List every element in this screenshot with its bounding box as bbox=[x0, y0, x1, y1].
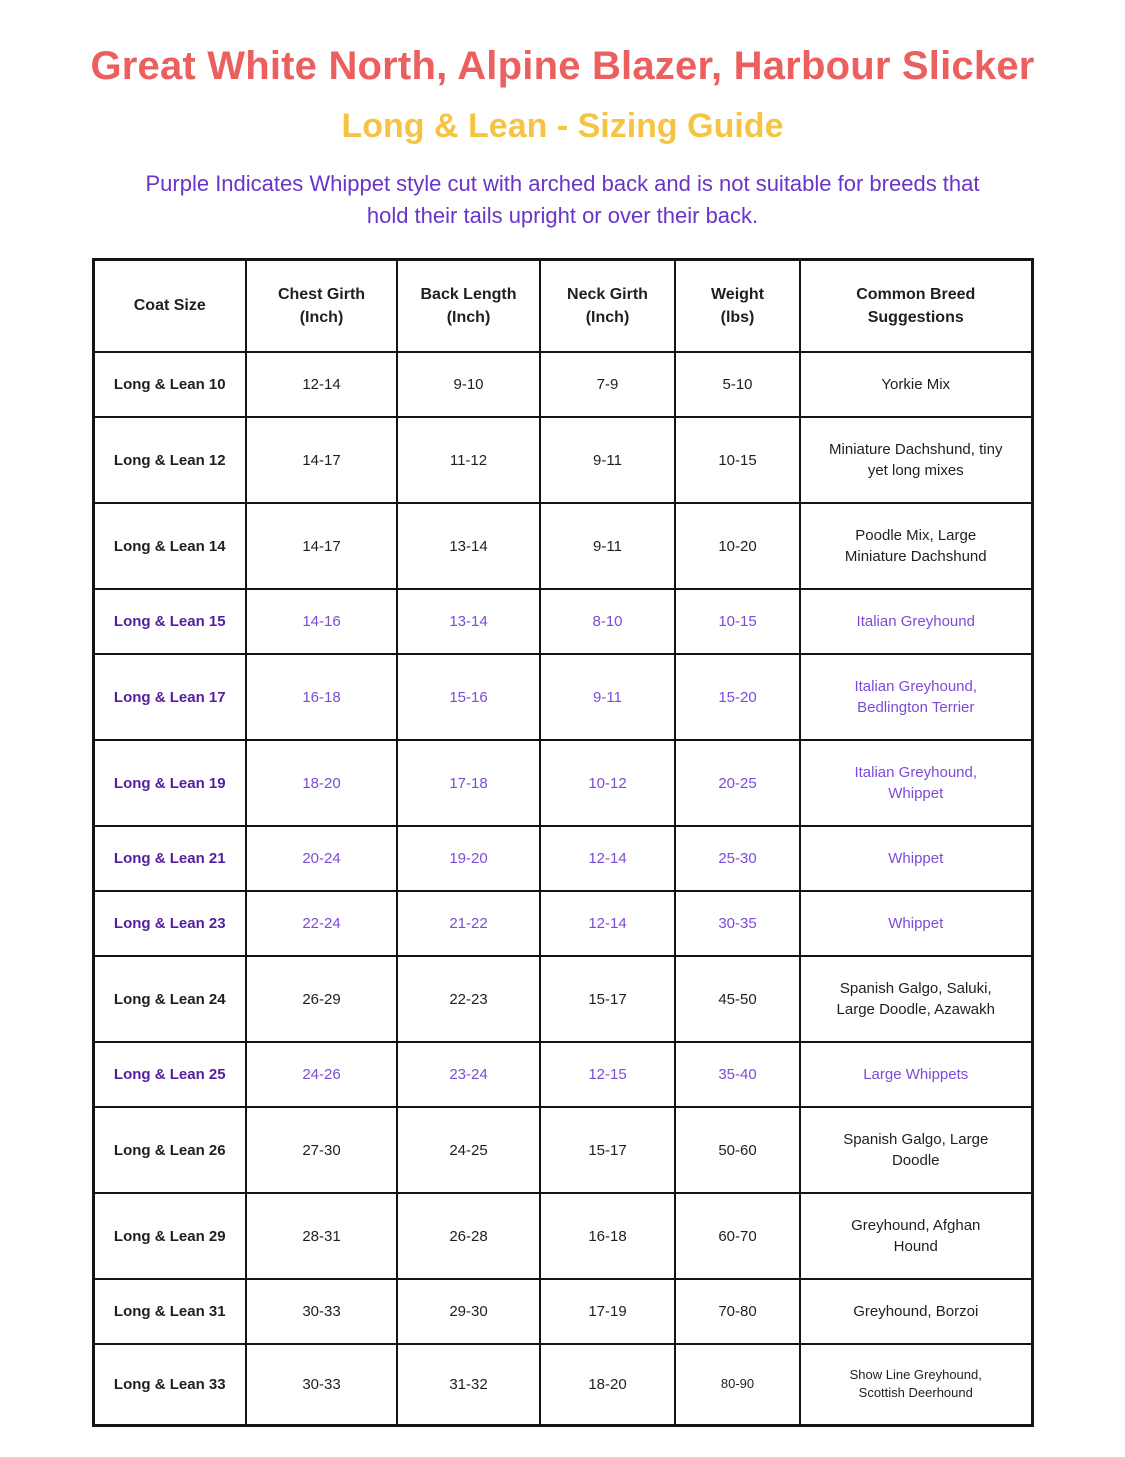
cell-chest-girth: 14-17 bbox=[246, 503, 397, 589]
header-line: Weight bbox=[710, 285, 765, 303]
cell-coat-size: Long & Lean 17 bbox=[93, 654, 246, 740]
table-body bbox=[93, 352, 1032, 1425]
cell-neck-girth: 8-10 bbox=[540, 589, 675, 654]
cell-back-length: 23-24 bbox=[397, 1042, 540, 1107]
cell-breed-suggestions: Miniature Dachshund, tiny yet long mixes bbox=[800, 417, 1032, 503]
cell-weight: 25-30 bbox=[675, 826, 800, 891]
cell-neck-girth: 9-11 bbox=[540, 417, 675, 503]
sizing-table bbox=[92, 258, 1034, 1427]
cell-breed-suggestions: Show Line Greyhound, Scottish Deerhound bbox=[800, 1344, 1032, 1425]
cell-breed-suggestions: Whippet bbox=[800, 826, 1032, 891]
header-line: (Inch) bbox=[446, 308, 491, 326]
cell-chest-girth: 12-14 bbox=[246, 352, 397, 417]
purple-style-note: Purple Indicates Whippet style cut with arched back and is not suitable for breeds that hold their tails upright or over their back. bbox=[145, 171, 980, 228]
cell-chest-girth: 27-30 bbox=[246, 1107, 397, 1193]
cell-back-length: 26-28 bbox=[397, 1193, 540, 1279]
cell-chest-girth: 16-18 bbox=[246, 654, 397, 740]
cell-coat-size: Long & Lean 29 bbox=[93, 1193, 246, 1279]
cell-chest-girth: 22-24 bbox=[246, 891, 397, 956]
cell-chest-girth: 30-33 bbox=[246, 1344, 397, 1425]
cell-back-length: 11-12 bbox=[397, 417, 540, 503]
cell-weight: 35-40 bbox=[675, 1042, 800, 1107]
table-row bbox=[93, 654, 1032, 740]
cell-neck-girth: 17-19 bbox=[540, 1279, 675, 1344]
cell-back-length: 19-20 bbox=[397, 826, 540, 891]
cell-chest-girth: 30-33 bbox=[246, 1279, 397, 1344]
header-coat-size bbox=[93, 259, 246, 352]
cell-weight: 50-60 bbox=[675, 1107, 800, 1193]
cell-weight: 15-20 bbox=[675, 654, 800, 740]
cell-weight: 10-15 bbox=[675, 417, 800, 503]
cell-back-length: 13-14 bbox=[397, 503, 540, 589]
table-row bbox=[93, 589, 1032, 654]
cell-coat-size: Long & Lean 10 bbox=[93, 352, 246, 417]
cell-coat-size: Long & Lean 19 bbox=[93, 740, 246, 826]
header-line: (Inch) bbox=[585, 308, 630, 326]
cell-neck-girth: 7-9 bbox=[540, 352, 675, 417]
cell-neck-girth: 15-17 bbox=[540, 1107, 675, 1193]
table-header bbox=[93, 259, 1032, 352]
table-row bbox=[93, 891, 1032, 956]
cell-back-length: 21-22 bbox=[397, 891, 540, 956]
table-row bbox=[93, 1042, 1032, 1107]
cell-weight: 30-35 bbox=[675, 891, 800, 956]
cell-chest-girth: 26-29 bbox=[246, 956, 397, 1042]
cell-neck-girth: 18-20 bbox=[540, 1344, 675, 1425]
cell-coat-size: Long & Lean 26 bbox=[93, 1107, 246, 1193]
cell-breed-suggestions: Yorkie Mix bbox=[800, 352, 1032, 417]
cell-coat-size: Long & Lean 33 bbox=[93, 1344, 246, 1425]
cell-coat-size: Long & Lean 14 bbox=[93, 503, 246, 589]
table-row bbox=[93, 956, 1032, 1042]
page-title: Great White North, Alpine Blazer, Harbour Slicker bbox=[90, 44, 1035, 88]
header-line: Coat Size bbox=[133, 297, 206, 315]
cell-neck-girth: 9-11 bbox=[540, 503, 675, 589]
header-breed-suggestions bbox=[800, 259, 1032, 352]
cell-chest-girth: 14-16 bbox=[246, 589, 397, 654]
cell-coat-size: Long & Lean 24 bbox=[93, 956, 246, 1042]
cell-back-length: 15-16 bbox=[397, 654, 540, 740]
cell-breed-suggestions: Italian Greyhound bbox=[800, 589, 1032, 654]
header-back-length bbox=[397, 259, 540, 352]
cell-breed-suggestions: Poodle Mix, Large Miniature Dachshund bbox=[800, 503, 1032, 589]
cell-breed-suggestions: Italian Greyhound, Whippet bbox=[800, 740, 1032, 826]
header-line: Neck Girth bbox=[567, 285, 648, 303]
page-subtitle: Long & Lean - Sizing Guide bbox=[341, 107, 784, 145]
cell-neck-girth: 12-14 bbox=[540, 826, 675, 891]
cell-chest-girth: 24-26 bbox=[246, 1042, 397, 1107]
cell-breed-suggestions: Spanish Galgo, Saluki, Large Doodle, Azawakh bbox=[800, 956, 1032, 1042]
cell-weight: 10-15 bbox=[675, 589, 800, 654]
cell-weight: 10-20 bbox=[675, 503, 800, 589]
cell-back-length: 29-30 bbox=[397, 1279, 540, 1344]
table-row bbox=[93, 826, 1032, 891]
cell-back-length: 22-23 bbox=[397, 956, 540, 1042]
cell-coat-size: Long & Lean 12 bbox=[93, 417, 246, 503]
cell-weight: 60-70 bbox=[675, 1193, 800, 1279]
cell-breed-suggestions: Greyhound, Afghan Hound bbox=[800, 1193, 1032, 1279]
cell-neck-girth: 12-15 bbox=[540, 1042, 675, 1107]
cell-back-length: 31-32 bbox=[397, 1344, 540, 1425]
cell-neck-girth: 10-12 bbox=[540, 740, 675, 826]
cell-back-length: 24-25 bbox=[397, 1107, 540, 1193]
cell-neck-girth: 16-18 bbox=[540, 1193, 675, 1279]
table-row bbox=[93, 503, 1032, 589]
cell-breed-suggestions: Greyhound, Borzoi bbox=[800, 1279, 1032, 1344]
header-line: Back Length bbox=[420, 285, 517, 303]
cell-weight: 45-50 bbox=[675, 956, 800, 1042]
cell-coat-size: Long & Lean 23 bbox=[93, 891, 246, 956]
header-line: (lbs) bbox=[720, 308, 755, 326]
cell-chest-girth: 14-17 bbox=[246, 417, 397, 503]
cell-coat-size: Long & Lean 25 bbox=[93, 1042, 246, 1107]
cell-back-length: 13-14 bbox=[397, 589, 540, 654]
table-row bbox=[93, 352, 1032, 417]
cell-breed-suggestions: Whippet bbox=[800, 891, 1032, 956]
cell-chest-girth: 18-20 bbox=[246, 740, 397, 826]
header-line: Chest Girth bbox=[277, 285, 366, 303]
cell-weight: 70-80 bbox=[675, 1279, 800, 1344]
header-line: Common Breed bbox=[856, 285, 976, 303]
cell-breed-suggestions: Spanish Galgo, Large Doodle bbox=[800, 1107, 1032, 1193]
cell-back-length: 9-10 bbox=[397, 352, 540, 417]
table-row bbox=[93, 417, 1032, 503]
cell-weight: 80-90 bbox=[675, 1344, 800, 1425]
header-line: Suggestions bbox=[867, 308, 964, 326]
table-row bbox=[93, 1193, 1032, 1279]
cell-breed-suggestions: Large Whippets bbox=[800, 1042, 1032, 1107]
header-weight bbox=[675, 259, 800, 352]
cell-breed-suggestions: Italian Greyhound, Bedlington Terrier bbox=[800, 654, 1032, 740]
cell-coat-size: Long & Lean 21 bbox=[93, 826, 246, 891]
header-row bbox=[93, 259, 1032, 352]
header-neck-girth bbox=[540, 259, 675, 352]
table-row bbox=[93, 740, 1032, 826]
cell-neck-girth: 12-14 bbox=[540, 891, 675, 956]
cell-back-length: 17-18 bbox=[397, 740, 540, 826]
cell-weight: 5-10 bbox=[675, 352, 800, 417]
cell-chest-girth: 20-24 bbox=[246, 826, 397, 891]
cell-coat-size: Long & Lean 15 bbox=[93, 589, 246, 654]
cell-coat-size: Long & Lean 31 bbox=[93, 1279, 246, 1344]
table-row bbox=[93, 1279, 1032, 1344]
header-chest-girth bbox=[246, 259, 397, 352]
cell-weight: 20-25 bbox=[675, 740, 800, 826]
cell-chest-girth: 28-31 bbox=[246, 1193, 397, 1279]
header-line: (Inch) bbox=[299, 308, 344, 326]
cell-neck-girth: 9-11 bbox=[540, 654, 675, 740]
cell-neck-girth: 15-17 bbox=[540, 956, 675, 1042]
table-row bbox=[93, 1107, 1032, 1193]
